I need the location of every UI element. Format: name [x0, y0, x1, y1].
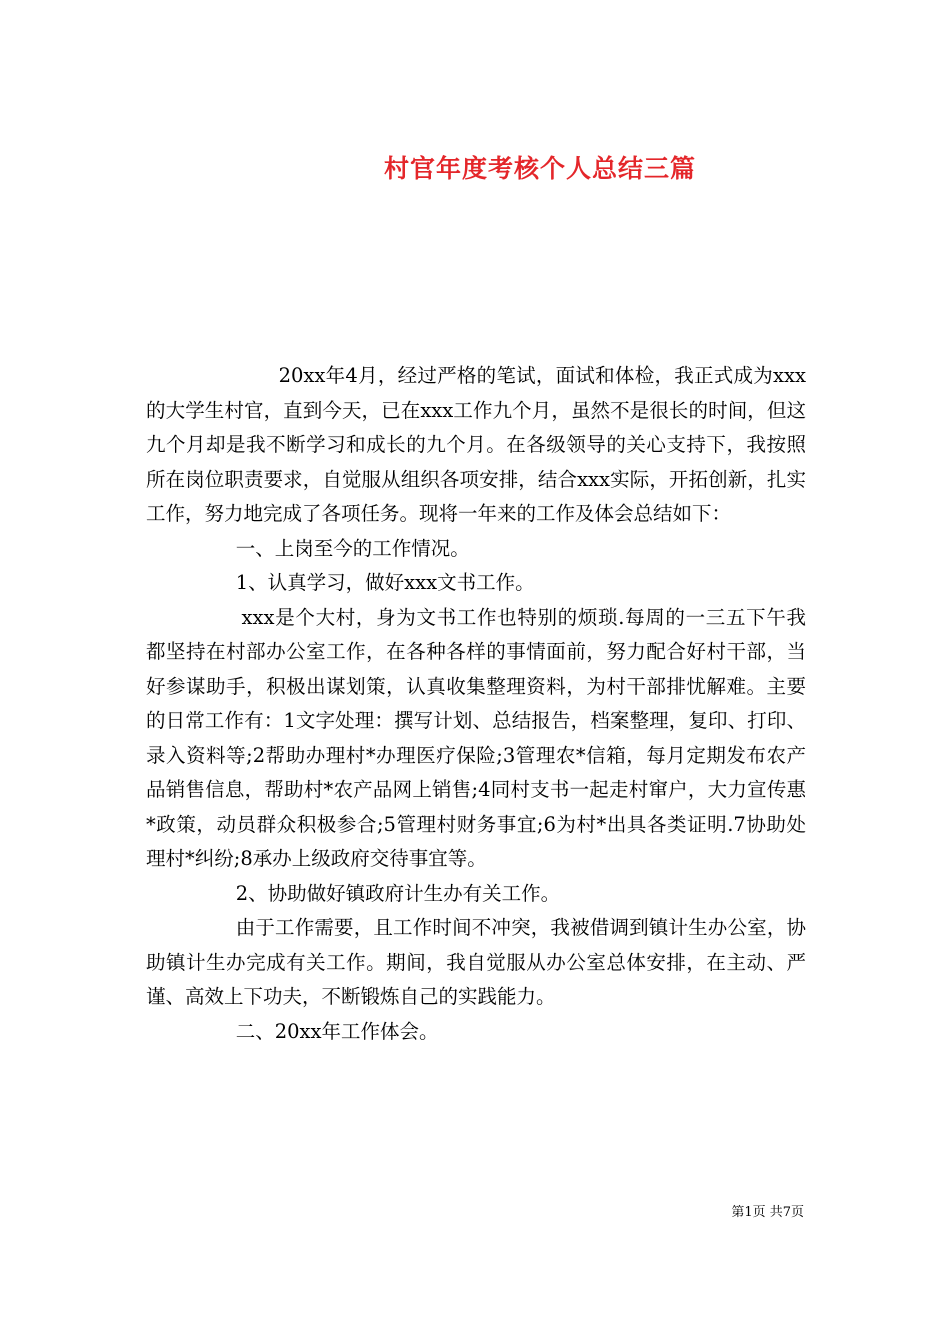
paragraph-clerk-work: xxx是个大村，身为文书工作也特别的烦琐.每周的一三五下午我都坚持在村部办公室工作，在各种各样的事情面前，努力配合好村干部，当好参谋助手，积极出谋划策，认真收集整理资料，为村干部排忧解难。主要的日常工作有：1文字处理：撰写计划、总结报告，档案整理，复印、打印、录入资料等;2帮助办理村*办理医疗保险;3管理农*信箱，每月定期发布农产品销售信息，帮助村*农产品网上销售;4同村支书一起走村窜户，大力宣传惠*政策，动员群众积极参合;5管理村财务事宜;6为村*出具各类证明.7协助处理村*纠纷;8承办上级政府交待事宜等。 [146, 605, 806, 870]
page-footer: 第1页 共7页 [731, 1205, 804, 1220]
section-heading-2: 二、20xx年工作体会。 [235, 1019, 439, 1043]
subheading-2: 2、协助做好镇政府计生办有关工作。 [235, 881, 561, 905]
paragraph-intro: 20xx年4月，经过严格的笔试，面试和体检，我正式成为xxx的大学生村官，直到今天，已在xxx工作九个月，虽然不是很长的时间，但这九个月却是我不断学习和成长的九个月。在各级领导的关心支持下，我按照所在岗位职责要求，自觉服从组织各项安排，结合xxx实际，开拓创新，扎实工作，努力地完成了各项任务。现将一年来的工作及体会总结如下： [146, 364, 806, 525]
subheading-1: 1、认真学习，做好xxx文书工作。 [235, 571, 535, 594]
document-body [146, 359, 806, 1049]
page-title: 村官年度考核个人总结三篇 [383, 153, 696, 183]
paragraph-family-planning: 由于工作需要，且工作时间不冲突，我被借调到镇计生办公室，协助镇计生办完成有关工作。期间，我自觉服从办公室总体安排，在主动、严谨、高效上下功夫，不断锻炼自己的实践能力。 [146, 916, 806, 1008]
section-heading-1: 一、上岗至今的工作情况。 [235, 536, 470, 560]
